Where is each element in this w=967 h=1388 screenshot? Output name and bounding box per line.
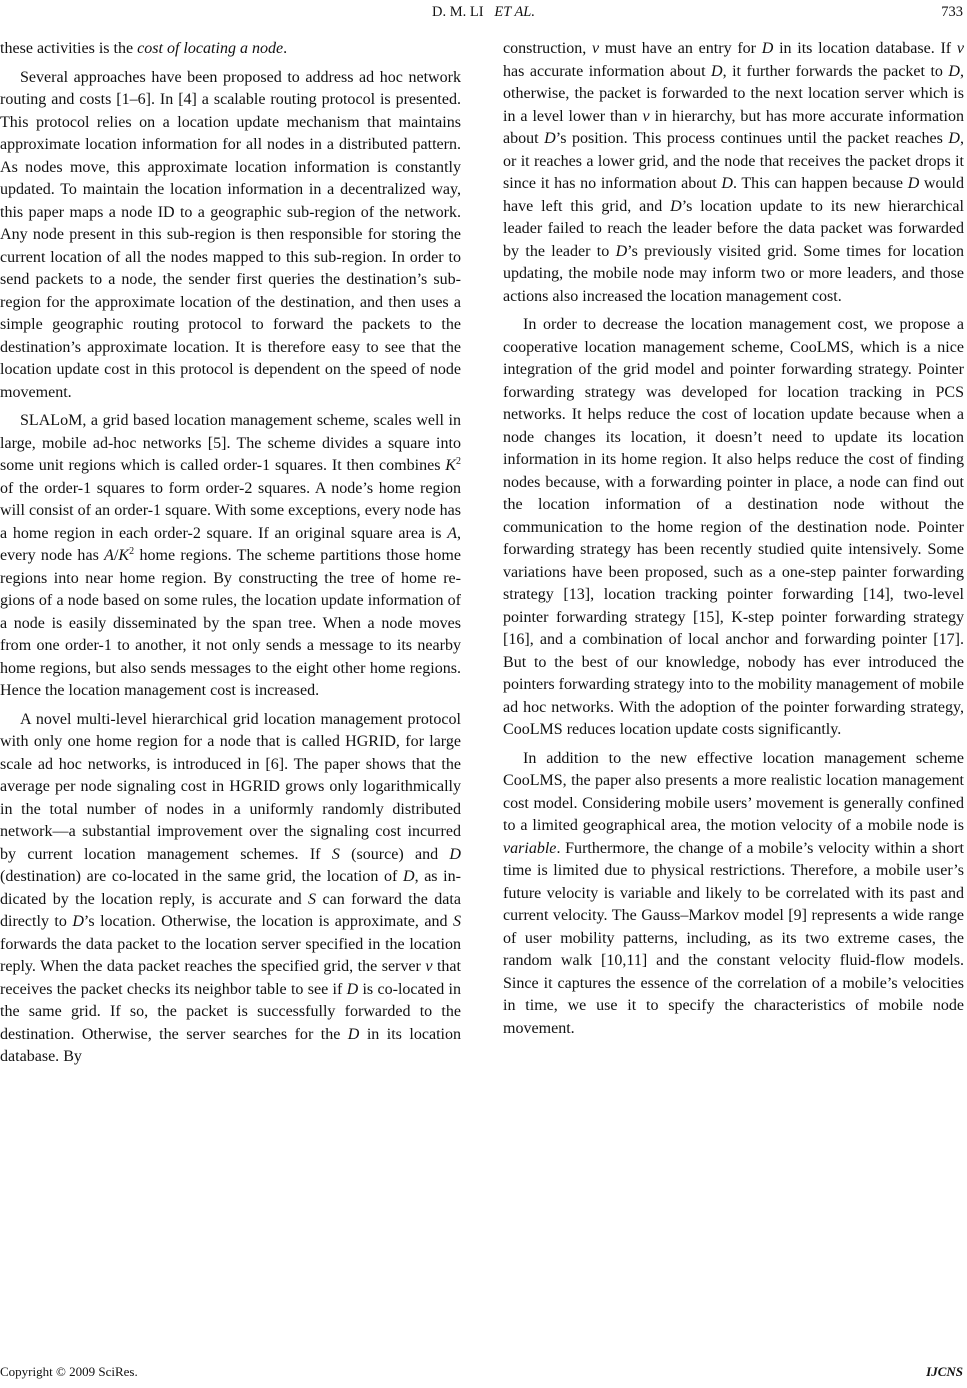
math-var: K	[118, 547, 130, 564]
text-span: , it further forwards the packet to	[722, 62, 949, 80]
math-var: D	[615, 242, 628, 260]
text-span: would have left this grid, and	[503, 175, 964, 215]
superscript: 2	[129, 546, 135, 557]
text-span: in its location database. By	[0, 1025, 462, 1065]
math-var: D	[721, 175, 733, 192]
math-var: K	[445, 457, 456, 474]
math-var: S	[452, 913, 461, 930]
running-header	[0, 0, 967, 24]
text-span: A novel multi-level hierarchical grid location management protocol with only one home region for a node that is called HGRID, for large scale ad hoc networks, is introduced in [6]. The paper shows that the average per node signaling cost in HGRID grows only logarithmically in the total number of nodes in a uniformly randomly distributed network—a substantial improvement over the signaling cost incurred by current location management schemes. If	[0, 710, 461, 863]
copyright-notice: Copyright © 2009 SciRes.	[0, 1364, 138, 1379]
text-span: (source) and	[339, 845, 450, 863]
journal-name: IJCNS	[926, 1364, 963, 1379]
math-var: D	[347, 1025, 360, 1043]
text-span: can forward the data directly to	[0, 890, 461, 930]
text-span: home regions. The scheme partitions those home regions into near home region. By constructing the tree of home regions of a node based on some rules, the location update information of a node is easily disseminated by the span tree. When a node moves from one order-1 to another, it not only sends a message to its nearby home regions, but also sends messages to the eight other home regions. Hence the location management cost is increased.	[0, 547, 461, 699]
text-span: /	[113, 547, 119, 564]
text-span: ’s location update to its new hierarchical leader failed to reach the leader before the data packet was forwarded by the leader to	[503, 197, 964, 260]
math-var: D	[711, 62, 723, 80]
text-span: in its location database. If	[773, 40, 957, 57]
right-paragraph-2: In order to decrease the location management cost, we propose a cooperative location management scheme, CooLMS, which is a nice integration of the grid model and pointer forwarding strategy. Pointer forwarding strategy was developed for location tracking in PCS networks. It helps reduce the cost of location update because when a node changes its location, it doesn’t need to update its location information in its home region. It also helps reduce the cost of finding nodes because, with a forwarding pointer in place, a node can find out the location information of a destination node without the communication to the home region of the destination node. Pointer forwarding strategy has been recently studied quite intensively. Some variations have been proposed, such as a one-step painter forwarding strategy [13], location tracking pointer forwarding [14], two-level pointer forwarding strategy [15], K-step pointer forwarding strategy [16], and a combination of local anchor and forwarding pointer [17]. But to the best of our knowledge, nobody has ever introduced the pointers forwarding strategy into to the mobility management of mobile ad hoc networks. With the adoption of the pointer forwarding strategy, CooLMS reduces location update costs significantly.	[503, 316, 964, 738]
left-column	[0, 38, 461, 1069]
math-var: A	[447, 524, 457, 542]
text-span: ’s previously visited grid. Some times for location updating, the mobile node may inform two or more leaders, and those actions also increased the location management cost.	[503, 242, 964, 305]
text-span: must have an entry for	[599, 40, 762, 57]
right-column	[503, 38, 964, 1040]
page-footer	[0, 1364, 967, 1384]
text-span: SLALoM, a grid based location management scheme, scales well in large, mobile ad-hoc networks [5]. The scheme divides a square into some unit regions which is called order-1 squares. It then combines	[0, 412, 461, 474]
text-span: , every node has	[0, 524, 461, 564]
math-var: D	[72, 913, 84, 930]
text-span: construction,	[503, 40, 592, 57]
text-span: , as indicated by the location reply, is accurate and	[0, 868, 461, 908]
math-var: S	[331, 845, 340, 863]
superscript: 2	[456, 456, 461, 467]
math-var: v	[642, 107, 650, 125]
text-span: these activities is the	[0, 40, 138, 57]
math-var: D	[948, 130, 960, 147]
right-paragraph-1	[503, 38, 964, 308]
text-span: in hierarchy, but has more accurate information about	[503, 107, 964, 147]
left-paragraph-3	[0, 410, 461, 703]
math-var: D	[907, 175, 920, 192]
text-span: . Furthermore, the change of a mobile’s velocity within a short time is limited due to physical restrictions. Therefore, a mobile user’s future velocity is variable and likely to be correlated with its past and current velocity. The Gauss–Markov model [9] represents a wide range of user mobility patterns, including, as its two extreme cases, the random walk [10,11] and the constant velocity fluid-flow models. Since it captures the essence of the correlation of a mobile’s velocities in time, we use it to specify the characteristics of mobile node movement.	[503, 839, 964, 1037]
left-paragraph-1	[0, 38, 461, 61]
math-var: v	[956, 40, 964, 57]
math-var: S	[308, 890, 317, 908]
text-span: . This can happen because	[732, 175, 908, 192]
text-span: of the order-1 squares to form order-2 squares. A node’s home region will consist of an order-1 square. With some exceptions, every node has a home region in each order-2 square. If an original square area is	[0, 479, 461, 542]
italic-span: cost of locating a node	[137, 40, 284, 57]
text-span: .	[283, 40, 288, 57]
text-span: ’s position. This process continues until the packet reaches	[555, 130, 949, 147]
math-var: v	[592, 40, 600, 57]
text-span: , or it reaches a lower grid, and the node that receives the packet drops it since it has no information about	[503, 130, 965, 192]
text-span: ’s location. Otherwise, the location is approximate, and	[83, 913, 453, 930]
math-var: D	[544, 130, 556, 147]
left-paragraph-4	[0, 709, 461, 1069]
text-span: forwards the data packet to the location server specified in the location reply. When the data packet reaches the specified grid, the server	[0, 935, 461, 975]
math-var: D	[761, 40, 774, 57]
running-title	[0, 4, 967, 21]
text-span: has accurate information about	[503, 62, 712, 80]
math-var: D	[346, 980, 359, 998]
text-span: is co-located in the same grid. If so, the packet is successfully forwarded to the destination. Otherwise, the server searches for the	[0, 980, 461, 1043]
math-var: A	[104, 547, 114, 564]
math-var: v	[425, 958, 433, 975]
text-span: that receives the packet checks its neighbor table to see if	[0, 958, 462, 998]
right-paragraph-3	[503, 748, 964, 1041]
header-et-al: ET AL.	[494, 4, 535, 20]
math-var: D	[449, 845, 461, 863]
italic-span: variable	[503, 839, 557, 857]
text-span: , otherwise, the packet is forwarded to the next location server which is in a level lower than	[503, 62, 964, 125]
math-var: D	[948, 62, 960, 80]
page-number: 733	[941, 4, 963, 20]
header-authors: D. M. LI	[431, 4, 484, 20]
math-var: D	[402, 868, 415, 885]
text-span: (destination) are co-located in the same grid, the location of	[0, 868, 403, 885]
text-span: In addition to the new effective location management scheme CooLMS, the paper also presents a more realistic location management cost model. Considering mobile users’ movement is generally confined to a limited geographical area, the motion velocity of a mobile node is	[503, 749, 964, 834]
left-paragraph-2: Several approaches have been proposed to address ad hoc network routing and costs [1–6]. In [4] a scalable routing protocol is presented. This protocol relies on a location update mechanism that maintains approximate location information for all nodes in a distributed pattern. As nodes move, this approximate location information is constantly updated. To maintain the location information in a decentralized way, this paper maps a node ID to a geographic sub-region of the network. Any node present in this sub-region is then responsible for storing the current location of all the nodes mapped to this sub-region. In order to send packets to a node, the sender first queries the destination’s sub-region for the approximate location of the destination, and then uses a simple geographic routing protocol to forward the packets to the destination’s approximate location. It is therefore easy to see that the location update cost in this protocol is dependent on the speed of node movement.	[0, 68, 461, 401]
math-var: D	[670, 197, 682, 215]
